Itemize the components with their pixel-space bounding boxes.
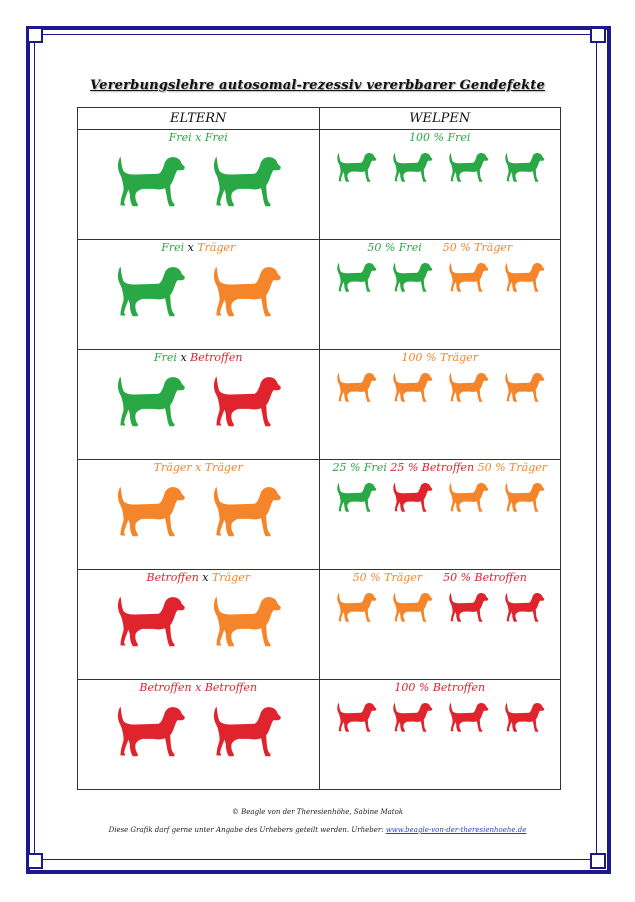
pups-label [320,571,561,584]
parents-label [78,461,319,474]
beagle-frei-icon [335,260,377,294]
pups-cell [319,350,561,460]
parents-label-part: Träger [212,571,250,584]
beagle-traeger-icon [210,592,282,650]
beagle-betroffen-icon [114,592,186,650]
parents-label-part: Betroffen [146,571,199,584]
beagle-traeger-icon [447,370,489,404]
pups-label-part: 100 % Frei [409,131,471,144]
beagle-frei-icon [114,372,186,430]
header-pups: WELPEN [319,108,561,130]
beagle-frei-icon [114,152,186,210]
parents-cell [78,680,320,790]
parents-label-part: Träger [197,241,236,254]
beagle-betroffen-icon [391,480,433,514]
inheritance-table [77,107,561,790]
beagle-traeger-icon [335,370,377,404]
beagle-traeger-icon [447,260,489,294]
parents-label-part: x [176,351,191,364]
share-note-text: Diese Grafik darf gerne unter Angabe des Urhebers geteilt werden. Urheber: [108,826,386,834]
pup-dogs [320,700,561,734]
beagle-traeger-icon [503,260,545,294]
pups-label [320,461,561,474]
table-row [78,460,561,570]
parents-label [78,681,319,694]
beagle-frei-icon [335,480,377,514]
pups-label-part: 100 % Betroffen [394,681,486,694]
beagle-betroffen-icon [503,700,545,734]
parents-cell [78,130,320,240]
beagle-traeger-icon [210,262,282,320]
pups-label-part: 50 % Träger [352,571,423,584]
pup-dogs [320,370,561,404]
parents-cell [78,570,320,680]
beagle-betroffen-icon [447,590,489,624]
parent-dogs [78,372,319,430]
pups-cell [319,680,561,790]
frame-corner [27,853,43,869]
beagle-frei-icon [391,260,433,294]
table-row [78,350,561,460]
beagle-frei-icon [391,150,433,184]
frame-corner [590,27,606,43]
author-link[interactable]: www.beagle-von-der-theresienhoehe.de [385,826,527,834]
beagle-betroffen-icon [335,700,377,734]
parents-cell [78,240,320,350]
table-row [78,680,561,790]
header-parents: ELTERN [78,108,320,130]
frame-corner [590,853,606,869]
pups-cell [319,570,561,680]
beagle-betroffen-icon [503,590,545,624]
pups-cell [319,130,561,240]
pups-label-part [422,571,443,584]
beagle-betroffen-icon [114,702,186,760]
pup-dogs [320,260,561,294]
pups-label [320,131,561,144]
beagle-betroffen-icon [447,700,489,734]
pups-label-part [422,241,443,254]
beagle-frei-icon [210,152,282,210]
pups-label-part: 25 % Betroffen [390,461,475,474]
pups-label [320,241,561,254]
parent-dogs [78,482,319,540]
beagle-frei-icon [503,150,545,184]
parent-dogs [78,702,319,760]
parents-label [78,131,319,144]
parents-cell [78,350,320,460]
pup-dogs [320,150,561,184]
parent-dogs [78,262,319,320]
beagle-traeger-icon [335,590,377,624]
pups-cell [319,460,561,570]
beagle-traeger-icon [391,370,433,404]
beagle-traeger-icon [447,480,489,514]
pups-cell [319,240,561,350]
pup-dogs [320,480,561,514]
beagle-betroffen-icon [210,372,282,430]
pups-label-part: 25 % Frei [332,461,387,474]
table-row [78,240,561,350]
parent-dogs [78,592,319,650]
share-note [0,826,635,834]
pup-dogs [320,590,561,624]
parents-label-part: Frei [154,351,177,364]
pups-label-part: 100 % Träger [401,351,478,364]
parents-label-part: Träger x Träger [153,461,243,474]
parents-label [78,571,319,584]
beagle-frei-icon [335,150,377,184]
beagle-frei-icon [447,150,489,184]
page-title: Vererbungslehre autosomal-rezessiv vererbbarer Gendefekte [90,78,545,93]
beagle-traeger-icon [210,482,282,540]
parents-label-part: Frei x Frei [168,131,228,144]
pups-label-part: 50 % Betroffen [443,571,527,584]
table-row [78,130,561,240]
beagle-frei-icon [114,262,186,320]
pups-label [320,681,561,694]
parents-cell [78,460,320,570]
parents-label [78,241,319,254]
pups-label-part: 50 % Träger [442,241,513,254]
parents-label-part: Betroffen [190,351,243,364]
pups-label [320,351,561,364]
beagle-traeger-icon [503,370,545,404]
parents-label-part: x [198,571,213,584]
parents-label-part: x [184,241,198,254]
pups-label-part: 50 % Träger [477,461,547,474]
beagle-traeger-icon [391,590,433,624]
beagle-traeger-icon [114,482,186,540]
parents-label [78,351,319,364]
parent-dogs [78,152,319,210]
copyright-text: © Beagle von der Theresienhöhe, Sabine Matok [231,808,404,816]
beagle-betroffen-icon [210,702,282,760]
frame-corner [27,27,43,43]
pups-label-part: 50 % Frei [367,241,422,254]
beagle-betroffen-icon [391,700,433,734]
beagle-traeger-icon [503,480,545,514]
parents-label-part: Frei [161,241,185,254]
table-row [78,570,561,680]
parents-label-part: Betroffen x Betroffen [139,681,258,694]
